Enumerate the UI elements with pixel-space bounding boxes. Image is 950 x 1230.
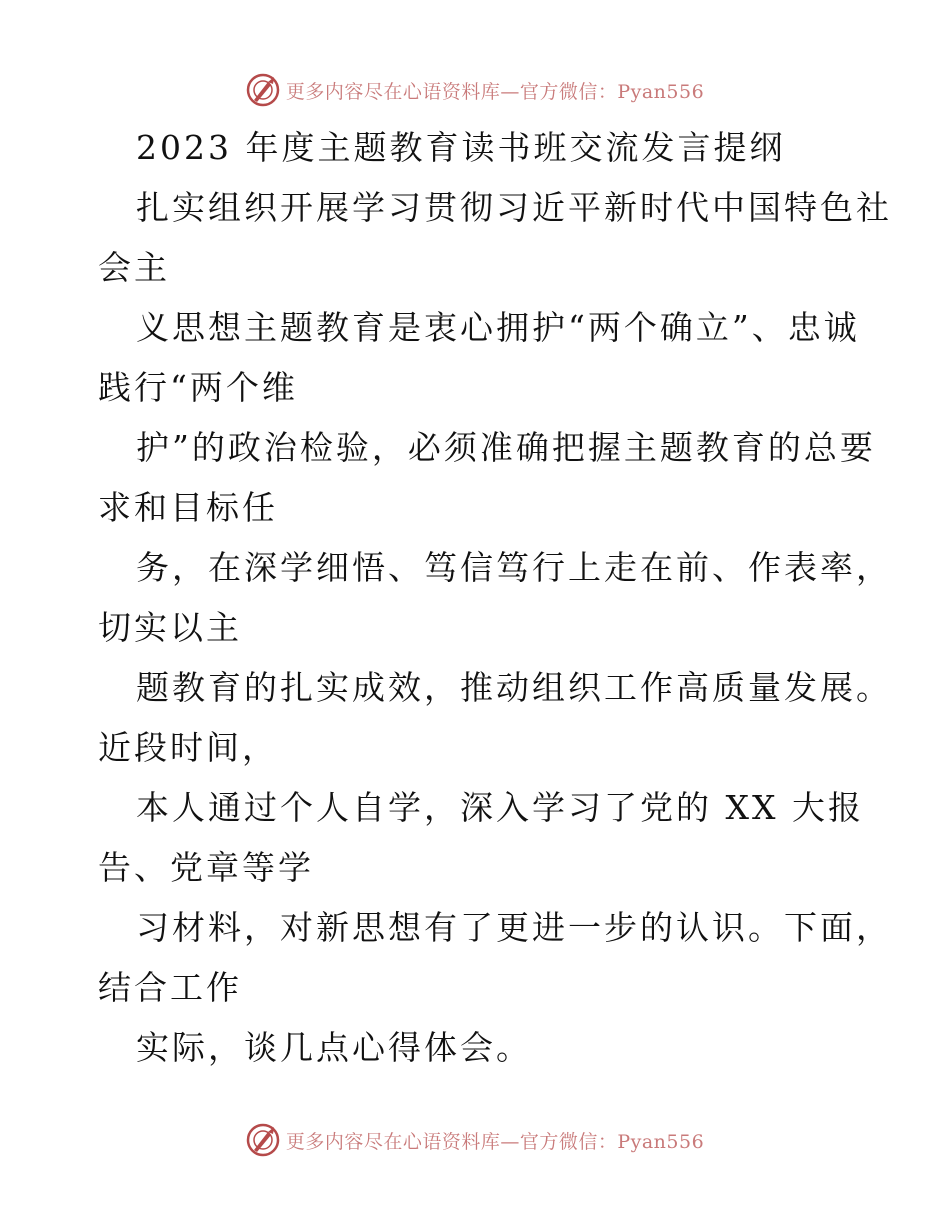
header-watermark-banner — [0, 70, 950, 110]
doc-line: 切实以主 — [98, 608, 242, 647]
doc-line: 题教育的扎实成效，推动组织工作高质量发展。 — [136, 668, 892, 707]
doc-line: 护”的政治检验，必须准确把握主题教育的总要 — [136, 428, 876, 467]
quill-logo-icon — [246, 73, 280, 107]
doc-title: 2023 年度主题教育读书班交流发言提纲 — [136, 128, 786, 167]
doc-line: 告、党章等学 — [98, 848, 314, 887]
doc-line: 结合工作 — [98, 968, 242, 1007]
doc-line: 习材料，对新思想有了更进一步的认识。下面， — [136, 908, 892, 947]
footer-watermark-banner — [0, 1120, 950, 1160]
doc-line: 践行“两个维 — [98, 368, 298, 407]
doc-line: 本人通过个人自学，深入学习了党的 XX 大报 — [136, 788, 864, 827]
doc-line: 实际，谈几点心得体会。 — [136, 1028, 532, 1067]
doc-line: 求和目标任 — [98, 488, 278, 527]
doc-line: 义思想主题教育是衷心拥护“两个确立”、忠诚 — [136, 308, 860, 347]
footer-watermark-text: 更多内容尽在心语资料库—官方微信：Pyan556 — [285, 1130, 705, 1153]
doc-line: 近段时间， — [98, 728, 278, 767]
doc-line: 扎实组织开展学习贯彻习近平新时代中国特色社 — [136, 188, 892, 227]
quill-logo-icon — [246, 1123, 280, 1157]
doc-line: 务，在深学细悟、笃信笃行上走在前、作表率， — [136, 548, 892, 587]
document-body — [98, 118, 892, 1078]
doc-line: 会主 — [98, 248, 170, 287]
header-watermark-text: 更多内容尽在心语资料库—官方微信：Pyan556 — [285, 80, 705, 103]
